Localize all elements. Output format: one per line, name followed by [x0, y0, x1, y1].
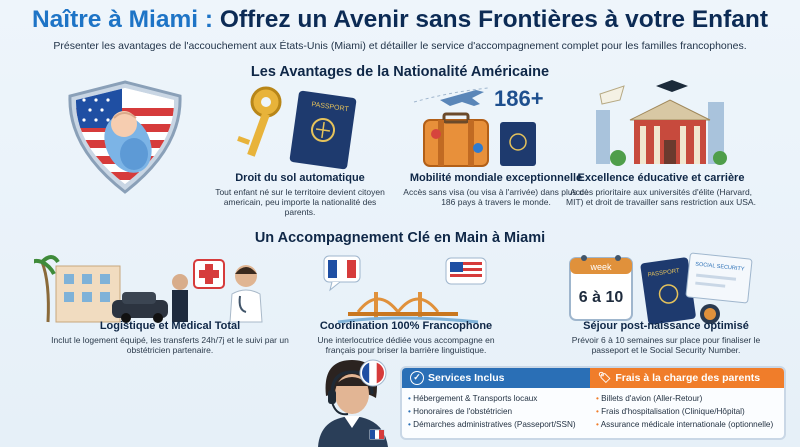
- university-icon: [590, 80, 730, 168]
- check-circle-icon: ✓: [410, 371, 424, 385]
- logistics-medical-icon: [34, 252, 274, 324]
- card-education-title: Excellence éducative et carrière: [577, 172, 745, 184]
- card-postbirth-title: Séjour post-naissance optimisé: [583, 320, 749, 332]
- french-flag-bubble-icon: [358, 358, 388, 388]
- services-included-title: Services Inclus: [428, 372, 505, 384]
- section-advantages-title: Les Avantages de la Nationalité Américaine: [250, 64, 550, 80]
- calendar-value-text: 6 à 10: [578, 289, 624, 306]
- services-box: [400, 366, 786, 440]
- card-coordination-title: Coordination 100% Francophone: [319, 320, 493, 332]
- section-support-title: Un Accompagnement Clé en Main à Miami: [254, 230, 546, 246]
- card-birthright-text: Tout enfant né sur le territoire devient citoyen americain, peu importe la nationalité des parents.: [215, 187, 385, 218]
- services-extra-list: [596, 392, 784, 431]
- services-included-list: [408, 392, 588, 431]
- title-main: Offrez un Avenir sans Frontières à votre Enfant: [219, 6, 769, 33]
- page-title: [0, 6, 800, 34]
- list-item: • Honoraires de l'obstétricien: [408, 405, 588, 418]
- services-included-header: [402, 368, 590, 388]
- card-mobility-title: Mobilité mondiale exceptionnelle: [409, 172, 583, 184]
- card-education-text: Accès prioritaire aux universités d'élite (Harvard, MIT) et droit de travailler sans restriction aux USA.: [566, 187, 756, 208]
- title-accent: Naître à Miami :: [31, 6, 214, 33]
- passport-text: PASSPORT: [310, 101, 350, 114]
- card-mobility-text: Accès sans visa (ou visa à l'arrivée) dans plus de 186 pays à travers le monde.: [403, 187, 589, 208]
- card-birthright-title: Droit du sol automatique: [235, 172, 365, 184]
- shield-baby-icon: [60, 78, 190, 196]
- list-item: • Billets d'avion (Aller-Retour): [596, 392, 784, 405]
- card-logistics-text: Inclut le logement équipé, les transferts 24h/7j et le suivi par un obstétricien partenaire.: [51, 335, 289, 356]
- calendar-week-text: week: [590, 262, 612, 272]
- list-item: • Démarches administratives (Passeport/SSN): [408, 418, 588, 431]
- services-extra-title: Frais à la charge des parents: [615, 372, 761, 384]
- list-item: • Frais d'hospitalisation (Clinique/Hôpital): [596, 405, 784, 418]
- countries-badge: 186+: [494, 86, 544, 111]
- page-subtitle: Présenter les avantages de l'accouchement aux États-Unis (Miami) et détailler le service d'accompagnement complet pour les familles francophones.: [53, 40, 747, 52]
- card-coordination: [306, 320, 506, 355]
- card-postbirth: [556, 320, 776, 355]
- calendar-documents-icon: [560, 250, 760, 326]
- key-passport-icon: [236, 80, 366, 170]
- list-item: • Assurance médicale internationale (optionnelle): [596, 418, 784, 431]
- list-item: • Hébergement & Transports locaux: [408, 392, 588, 405]
- tag-icon: 🏷: [598, 372, 612, 384]
- ssn-card-text: SOCIAL SECURITY: [694, 261, 745, 273]
- card-postbirth-text: Prévoir 6 à 10 semaines sur place pour finaliser le passeport et le Social Security Number.: [571, 335, 761, 356]
- services-extra-header: [590, 368, 784, 388]
- card-logistics-title: Logistique et Médical Total: [99, 320, 241, 332]
- card-coordination-text: Une interlocutrice dédiée vous accompagne en français pour briser la barrière linguistique.: [317, 335, 495, 356]
- coordination-icon: [318, 252, 498, 324]
- card-logistics: [50, 320, 290, 355]
- card-education: [566, 172, 756, 207]
- card-birthright: [210, 172, 390, 217]
- doc-passport-text: PASSPORT: [647, 268, 681, 279]
